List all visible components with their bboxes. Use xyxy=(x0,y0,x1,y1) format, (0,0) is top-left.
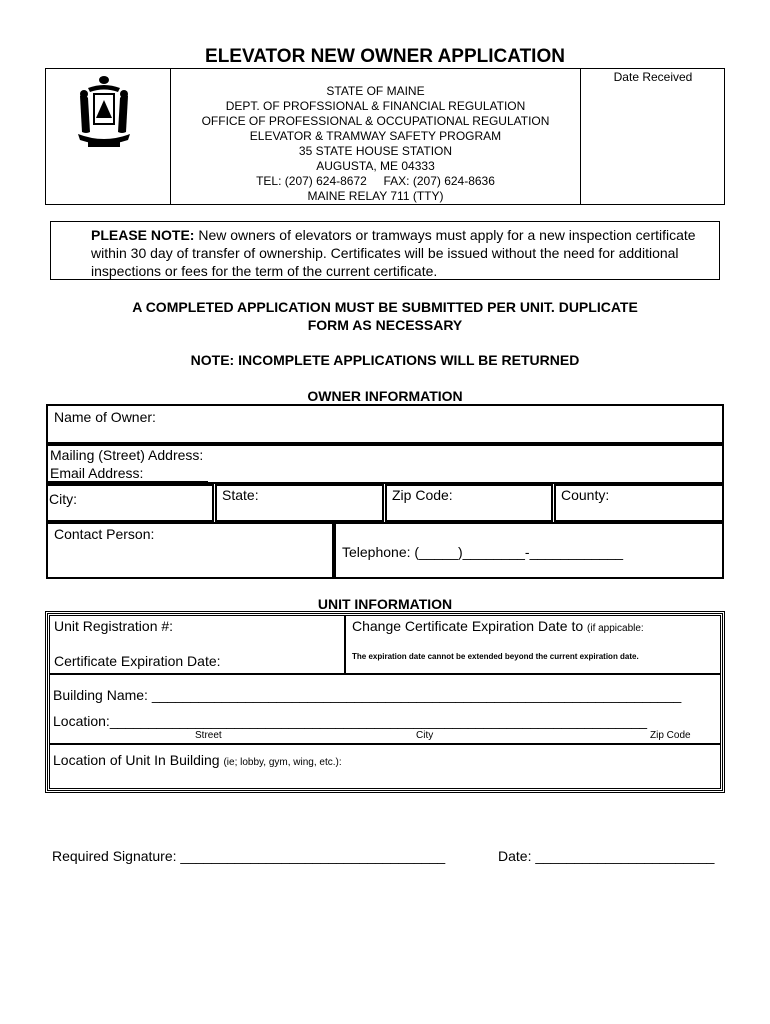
state-seal-icon xyxy=(74,74,134,152)
contact-person-field[interactable] xyxy=(46,522,334,579)
building-location-field[interactable] xyxy=(49,674,721,744)
change-cert-field[interactable] xyxy=(345,615,721,674)
header-divider xyxy=(580,68,581,205)
state-field[interactable] xyxy=(215,484,384,522)
agency-dept: DEPT. OF PROFSSIONAL & FINANCIAL REGULATION xyxy=(225,99,526,113)
owner-name-label: Name of Owner: xyxy=(54,409,156,425)
location-in-building-text: Location of Unit In Building xyxy=(53,752,220,768)
mailing-address-label: Mailing (Street) Address: xyxy=(50,447,204,463)
state-label: State: xyxy=(222,487,259,503)
signature-field[interactable]: Required Signature: __________________________________ xyxy=(52,848,446,864)
instruction-line: A COMPLETED APPLICATION MUST BE SUBMITTED PER UNIT. DUPLICATE xyxy=(132,299,638,315)
owner-name-field[interactable] xyxy=(46,404,724,444)
zip-caption: Zip Code xyxy=(650,730,691,741)
unit-heading: UNIT INFORMATION xyxy=(317,596,453,612)
agency-office: OFFICE OF PROFESSIONAL & OCCUPATIONAL REGULATION xyxy=(201,114,550,128)
county-field[interactable] xyxy=(554,484,724,522)
zip-code-field[interactable] xyxy=(385,484,553,522)
email-address-label: Email Address: xyxy=(50,465,144,481)
location-hint: (ie; lobby, gym, wing, etc.): xyxy=(223,757,342,768)
change-cert-label xyxy=(352,618,644,634)
page-title: ELEVATOR NEW OWNER APPLICATION xyxy=(205,46,565,67)
zip-code-label: Zip Code: xyxy=(392,487,453,503)
agency-city: AUGUSTA, ME 04333 xyxy=(316,159,435,173)
city-field[interactable] xyxy=(46,484,214,522)
expiration-warning: The expiration date cannot be extended beyond the current expiration date. xyxy=(352,652,639,661)
agency-phone: TEL: (207) 624-8672 FAX: (207) 624-8636 xyxy=(256,174,495,188)
city-caption: City xyxy=(416,730,434,741)
email-underline xyxy=(48,481,208,482)
note-lead: PLEASE NOTE: xyxy=(91,227,195,243)
location-label: Location:_____________________________________________________________________ xyxy=(53,713,648,729)
agency-station: 35 STATE HOUSE STATION xyxy=(298,144,453,158)
location-in-building-field[interactable] xyxy=(49,744,721,789)
county-label: County: xyxy=(561,487,610,503)
unit-registration-field[interactable] xyxy=(49,615,345,674)
cert-expiration-label: Certificate Expiration Date: xyxy=(54,653,221,669)
telephone-label: Telephone: (_____)________-____________ xyxy=(342,544,624,560)
agency-state: STATE OF MAINE xyxy=(326,84,425,98)
location-in-building-label xyxy=(53,752,342,768)
city-label: City: xyxy=(49,491,77,507)
change-cert-note: (if appicable: xyxy=(587,623,644,634)
owner-heading: OWNER INFORMATION xyxy=(307,388,463,404)
agency-program: ELEVATOR & TRAMWAY SAFETY PROGRAM xyxy=(249,129,502,143)
note-text: New owners of elevators or tramways must apply for a new inspection certificate within 30 day of transfer of ownership. Certificates will be issued without the need for additional inspections or fees for the term of the current certificate. xyxy=(91,227,696,279)
instruction-line: FORM AS NECESSARY xyxy=(307,317,463,333)
agency-relay: MAINE RELAY 711 (TTY) xyxy=(307,189,444,203)
telephone-field[interactable] xyxy=(334,522,724,579)
agency-address xyxy=(171,84,580,204)
building-name-label: Building Name: ____________________________________________________________________ xyxy=(53,687,682,703)
note-box xyxy=(50,221,720,280)
unit-registration-label: Unit Registration #: xyxy=(54,618,174,634)
incomplete-note: NOTE: INCOMPLETE APPLICATIONS WILL BE RETURNED xyxy=(190,352,580,368)
change-cert-text: Change Certificate Expiration Date to xyxy=(352,618,584,634)
contact-person-label: Contact Person: xyxy=(54,526,155,542)
date-received-label: Date Received xyxy=(613,70,693,84)
signature-date-field[interactable]: Date: _______________________ xyxy=(498,848,715,864)
mailing-address-field[interactable] xyxy=(46,444,724,484)
street-caption: Street xyxy=(195,730,222,741)
